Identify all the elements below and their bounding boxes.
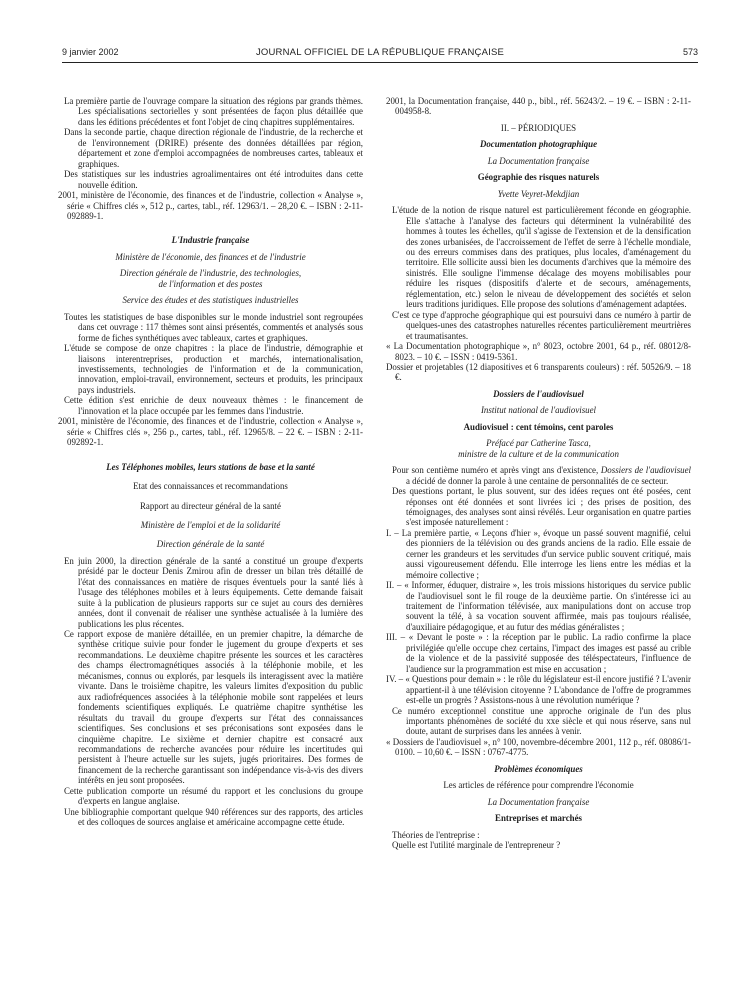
publisher: La Documentation française — [487, 155, 590, 166]
list-item: III. – « Devant le poste » : la réception par le public. La radio confirme la place privilégiée qu'elle occupe chez certains, l'impact des images est passé au crible de la violence et de la passivité supposée des téléspectateurs, l'influence de l'audience sur la programmation est mise en accusation ; — [386, 632, 691, 674]
paragraph: Dans la seconde partie, chaque direction régionale de l'industrie, de la recherche et de l'environnement (DRIRE) présente des données détaillées par région, département et zone d'emploi accompagnées de nombreuses cartes, tableaux et graphiques. — [64, 127, 363, 169]
ministry: Ministère de l'économie, des finances et de l'industrie — [115, 251, 306, 262]
issue-title: Géographie des risques naturels — [477, 172, 600, 183]
paragraph: Une bibliographie comportant quelque 940 références sur des rapports, des articles et des colloques de sources anglaise et américaine accompagne cette étude. — [64, 806, 363, 828]
reference: « Dossiers de l'audiovisuel », n° 100, novembre-décembre 2001, 112 p., réf. 08086/1-0100. – 10,60 €. – ISSN : 0767-4775. — [386, 736, 691, 758]
paragraph: Toutes les statistiques de base disponibles sur le monde industriel sont regroupées dans cet ouvrage : 117 thèmes sont ainsi présentés, commentés et analysés sous forme de fiches synthétiques avec tableaux, cartes et graphiques. — [64, 311, 363, 343]
periodical-title: Problèmes économiques — [494, 763, 583, 774]
paragraph: En juin 2000, la direction générale de la santé a constitué un groupe d'experts présidé par le docteur Denis Zmirou afin de dresser un bilan très détaillé de l'état des connaissances en matière de risques éventuels pour la santé liés à l'usage des téléphones mobiles et à leurs équipements. Cette demande faisait suite à la publication de plusieurs rapports sur ce sujet au cours des dernières années, dont il convenait de réaliser une synthèse actualisée à la lumière des publications les plus récentes. — [64, 555, 363, 629]
paragraph: Des questions portant, le plus souvent, sur des idées reçues ont été posées, cent réponses ont été données et sont livrées ici ; des prises de position, des témoignages, des analyses sont ainsi révélés. Leur organisation en quatre parties s'est imposée naturellement : — [392, 486, 691, 528]
paragraph: Ce rapport expose de manière détaillée, en un premier chapitre, la démarche de synthèse critique suivie pour fonder le jugement du groupe d'experts et ses recommandations. Le deuxième chapitre présente les sources et les caractères des champs électromagnétiques associés à la téléphonie mobile, et les mécanismes, connus ou explorés, par lesquels ils interagissent avec la matière vivante. Dans le troisième chapitre, les valeurs limites d'exposition du public aux radiofréquences associées à la téléphonie mobile sont rappelées et leurs fondements scientifiques expliqués. Le quatrième chapitre synthétise les résultats du travail du groupe d'experts sur l'état des connaissances scientifiques. Ses conclusions et ses préconisations sont exposées dans le cinquième chapitre. Le sixième et dernier chapitre est consacré aux recommandations de recherche avancées pour réduire les incertitudes qui persistent à l'heure actuelle sur les sujets, jugés prioritaires. Des formes de financement de la recherche garantissant son indépendance vis-à-vis des divers intérêts en jeu sont proposées. — [64, 629, 363, 786]
list-item: IV. – « Questions pour demain » : le rôle du législateur est-il encore justifié ? L'avenir appartient-il à une télévision citoyenne ? L'abondance de l'offre de programmes est-elle un progrès ? Assistons-nous à une révolution numérique ? — [386, 674, 691, 706]
text: Pour son centième numéro et après vingt ans d'existence, — [392, 465, 601, 476]
paragraph: C'est ce type d'approche géographique qui est poursuivi dans ce numéro à partir de quelques-unes des catastrophes naturelles récentes particulièrement meurtrières et traumatisantes. — [392, 309, 691, 341]
left-column — [58, 96, 363, 828]
section-heading: II. – PÉRIODIQUES — [500, 122, 577, 133]
publication-title: L'Industrie française — [171, 235, 250, 246]
publisher: La Documentation française — [487, 796, 590, 807]
preface: ministre de la culture et de la communication — [458, 448, 619, 459]
header-date: 9 janvier 2002 — [62, 47, 119, 57]
reference: « La Documentation photographique », n° 8023, octobre 2001, 64 p., réf. 08012/8-8023. – 10 €. – ISSN : 0419-5361. — [386, 341, 691, 362]
periodical-title: Dossiers de l'audiovisuel — [493, 388, 584, 399]
paragraph: L'étude de la notion de risque naturel est particulièrement féconde en géographie. Elle s'attache à l'analyse des facteurs qui déterminent la vulnérabilité des hommes à toutes les échelles, qu'il s'agisse de l'extension et de la densification des zones urbanisées, de l'accroissement de l'effet de serre à l'échelle mondiale, ou des erreurs commises dans des pratiques, plus locales, d'aménagement du territoire. Elle sollicite aussi bien les documents d'archives que la mémoire des sinistrés. Elle souligne l'immense décalage des moyens mobilisables pour réduire les risques (dispositifs d'alerte et de secours, aménagements, réglementation, etc.) selon le niveau de développement des sociétés et selon leurs traditions juridiques. Elle propose des solutions d'aménagement adaptées. — [392, 205, 691, 310]
paragraph: La première partie de l'ouvrage compare la situation des régions par grands thèmes. Les spécialisations sectorielles y sont présentées de façon plus détaillée que dans les éditions précédentes et font l'objet de cinq chapitres supplémentaires. — [64, 96, 363, 127]
header-rule — [62, 62, 698, 63]
page-number: 573 — [682, 47, 698, 57]
journal-title: JOURNAL OFFICIEL DE LA RÉPUBLIQUE FRANÇAISE — [255, 47, 505, 58]
ministry: Ministère de l'emploi et de la solidarité — [140, 519, 281, 530]
page-header — [62, 47, 698, 61]
paragraph: L'étude se compose de onze chapitres : la place de l'industrie, démographie et liaisons interentreprises, production et marchés, internationalisation, investissements, technologies de l'information et de la communication, innovation, emploi-travail, environnement, secteurs et produits, les principaux pays industriels. — [64, 343, 363, 395]
direction: Direction générale de la santé — [156, 539, 265, 550]
reference: 2001, la Documentation française, 440 p., bibl., réf. 56243/2. – 19 €. – ISBN : 2-11-004958-8. — [386, 96, 691, 117]
author: Yvette Veyret-Mekdjian — [497, 188, 580, 199]
list-item: I. – La première partie, « Leçons d'hier », évoque un passé souvent magnifié, celui des pionniers de la télévision ou des grands anciens de la radio. Elle essaie de cerner les grandeurs et les servitudes d'un service public souvent critiqué, mais aussi vigoureusement défendu. Elle interroge les liens entre les médias et la mémoire collective ; — [386, 527, 691, 580]
text: a décidé de donner la parole à une centaine de personnalités de ce secteur. — [406, 475, 669, 486]
right-column — [386, 96, 691, 851]
subtitle: Rapport au directeur général de la santé — [140, 500, 281, 511]
paragraph: Cette édition s'est enrichie de deux nouveaux thèmes : le financement de l'innovation et la place occupée par les femmes dans l'industrie. — [64, 395, 363, 416]
periodical-title: Documentation photographique — [479, 139, 598, 150]
paragraph: Ce numéro exceptionnel constitue une approche originale de l'un des plus importants phénomènes de société du xxe siècle et qui nous réserve, sans nul doute, autant de surprises dans les années à venir. — [392, 705, 691, 737]
reference: Dossier et projetables (12 diapositives et 6 transparents couleurs) : réf. 50526/9. – 18 €. — [386, 361, 691, 383]
preface: Préfacé par Catherine Tasca, — [486, 438, 591, 449]
tagline: Les articles de référence pour comprendre l'économie — [443, 780, 634, 791]
publication-title: Les Téléphones mobiles, leurs stations de base et la santé — [106, 461, 315, 472]
list-item: II. – « Informer, éduquer, distraire », les trois missions historiques du service public de l'audiovisuel sont le fil rouge de la deuxième partie. On s'intéresse ici au traitement de l'information télévisée, aux manipulations dont on accuse trop souvent la télé, à sa vocation souvent affirmée, mais pas toujours réalisée, d'auxiliaire pédagogique, et au futur des médias généralistes ; — [386, 580, 691, 632]
publisher: Institut national de l'audiovisuel — [480, 405, 597, 416]
issue-title: Entreprises et marchés — [495, 813, 582, 824]
line: Quelle est l'utilité marginale de l'entrepreneur ? — [392, 840, 561, 851]
service: Service des études et des statistiques industrielles — [122, 295, 299, 306]
reference: 2001, ministère de l'économie, des finances et de l'industrie, collection « Analyse », série « Chiffres clés », 256 p., cartes, tabl., réf. 12965/8. – 22 €. – ISBN : 2-11-092892-1. — [58, 416, 363, 448]
direction: Direction générale de l'industrie, des technologies, — [119, 268, 302, 279]
paragraph: Cette publication comporte un résumé du rapport et les conclusions du groupe d'experts en langue anglaise. — [64, 785, 363, 807]
issue-title: Audiovisuel : cent témoins, cent paroles — [463, 421, 614, 432]
line: Théories de l'entreprise : — [392, 829, 480, 840]
direction: de l'information et des postes — [158, 278, 263, 289]
subtitle: Etat des connaissances et recommandations — [133, 481, 288, 492]
reference: 2001, ministère de l'économie, des finances et de l'industrie, collection « Analyse », série « Chiffres clés », 512 p., cartes, tabl., réf. 12963/1. – 28,20 €. – ISBN : 2-11-092889-1. — [58, 190, 363, 221]
paragraph — [386, 465, 691, 486]
periodical-name: Dossiers de l'audiovisuel — [600, 465, 691, 476]
paragraph: Des statistiques sur les industries agroalimentaires ont été introduites dans cette nouvelle édition. — [64, 169, 363, 190]
